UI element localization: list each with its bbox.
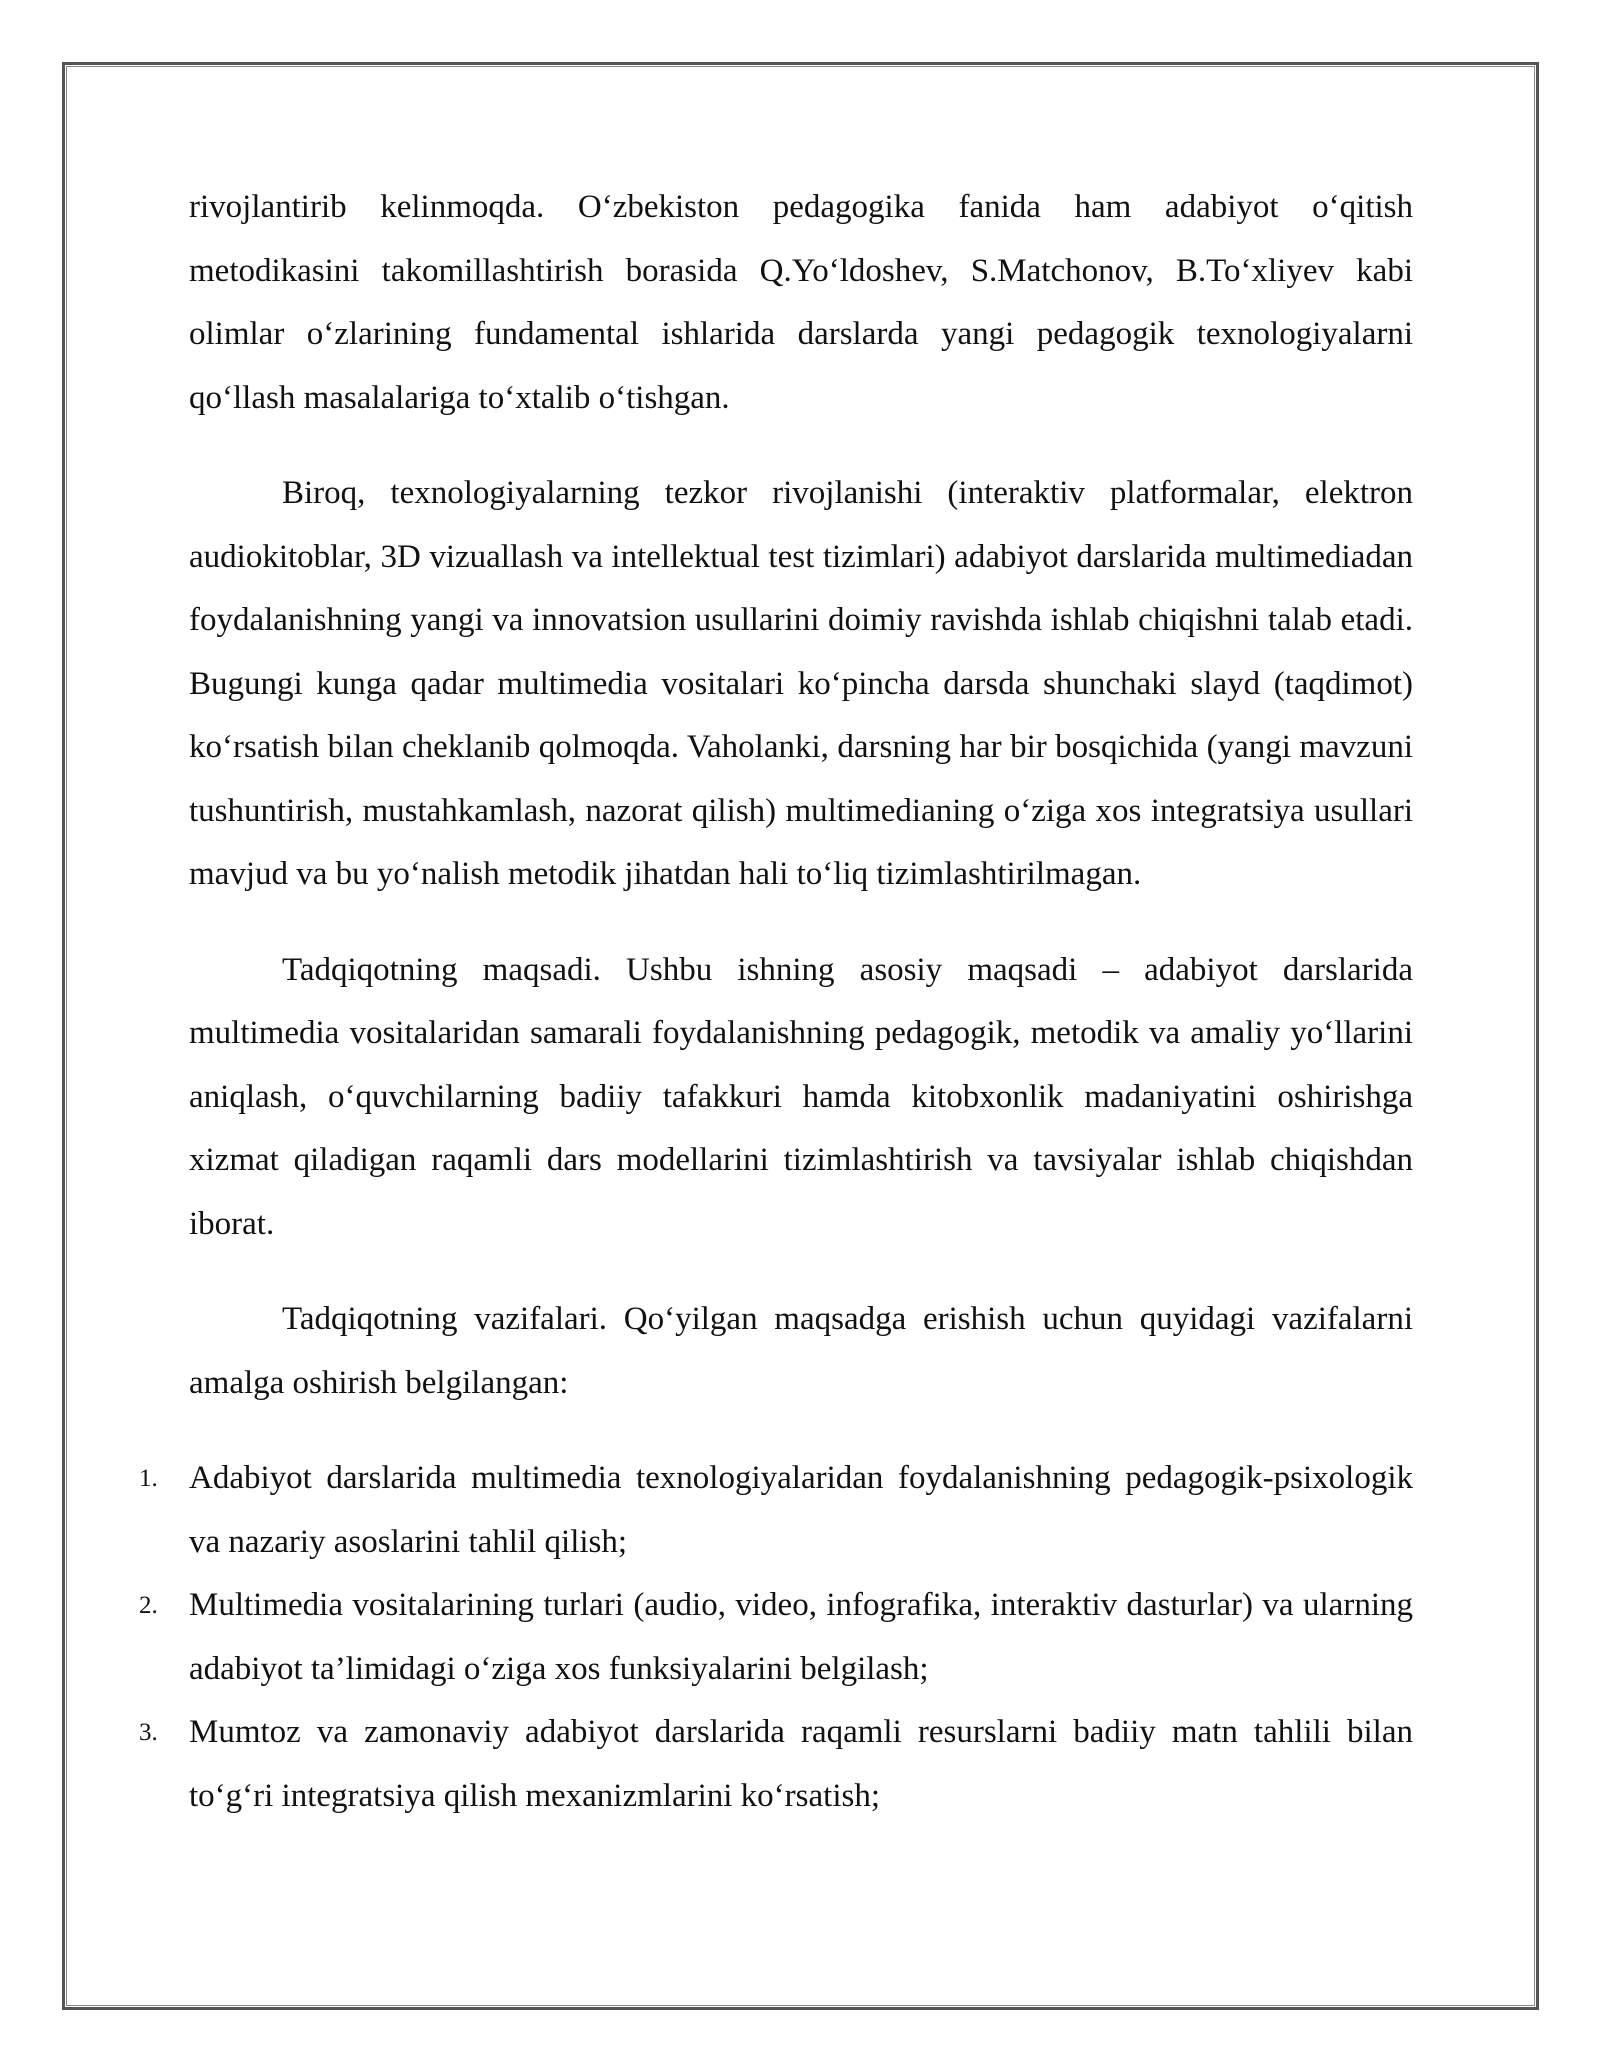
paragraph-tasks-intro: Tadqiqotning vazifalari. Qo‘yilgan maqsadga erishish uchun quyidagi vazifalarni amalga oshirish belgilangan: — [189, 1301, 1413, 1401]
list-item-text: Multimedia vositalarining turlari (audio, video, infografika, interaktiv dasturlar) va ularning adabiyot ta’limidagi o‘ziga xos funksiyalarini belgilash; — [189, 1587, 1413, 1687]
list-item-text: Mumtoz va zamonaviy adabiyot darslarida raqamli resurslarni badiiy matn tahlili bilan to‘g‘ri integratsiya qilish mexanizmlarini ko‘rsatish; — [189, 1714, 1413, 1814]
list-item-text: Adabiyot darslarida multimedia texnologiyalaridan foydalanishning pedagogik-psixologik va nazariy asoslarini tahlil qilish; — [189, 1460, 1413, 1560]
list-number: 1. — [139, 1465, 158, 1492]
list-number: 3. — [139, 1719, 158, 1746]
document-body — [139, 176, 1413, 1828]
list-item — [139, 1574, 1413, 1701]
list-number: 2. — [139, 1592, 158, 1619]
tasks-list — [139, 1447, 1413, 1828]
list-item — [139, 1447, 1413, 1574]
paragraph-goal: Tadqiqotning maqsadi. Ushbu ishning asosiy maqsadi – adabiyot darslarida multimedia vositalaridan samarali foydalanishning pedagogik, metodik va amaliy yo‘llarini aniqlash, o‘quvchilarning badiiy tafakkuri hamda kitobxonlik madaniyatini oshirishga xizmat qiladigan raqamli dars modellarini tizimlashtirish va tavsiyalar ishlab chiqishdan iborat. — [189, 951, 1413, 1242]
paragraph-problem: Biroq, texnologiyalarning tezkor rivojlanishi (interaktiv platformalar, elektron audiokitoblar, 3D vizuallash va intellektual test tizimlari) adabiyot darslarida multimediadan foydalanishning yangi va innovatsion usullarini doimiy ravishda ishlab chiqishni talab etadi. Bugungi kunga qadar multimedia vositalari ko‘pincha darsda shunchaki slayd (taqdimot) ko‘rsatish bilan cheklanib qolmoqda. Vaholanki, darsning har bir bosqichida (yangi mavzuni tushuntirish, mustahkamlash, nazorat qilish) multimedianing o‘ziga xos integratsiya usullari mavjud va bu yo‘nalish metodik jihatdan hali to‘liq tizimlashtirilmagan. — [189, 475, 1413, 892]
paragraph-intro: rivojlantirib kelinmoqda. O‘zbekiston pedagogika fanida ham adabiyot o‘qitish metodikasini takomillashtirish borasida Q.Yo‘ldoshev, S.Matchonov, B.To‘xliyev kabi olimlar o‘zlarining fundamental ishlarida darslarda yangi pedagogik texnologiyalarni qo‘llash masalalariga to‘xtalib o‘tishgan. — [189, 189, 1413, 416]
list-item — [139, 1701, 1413, 1828]
